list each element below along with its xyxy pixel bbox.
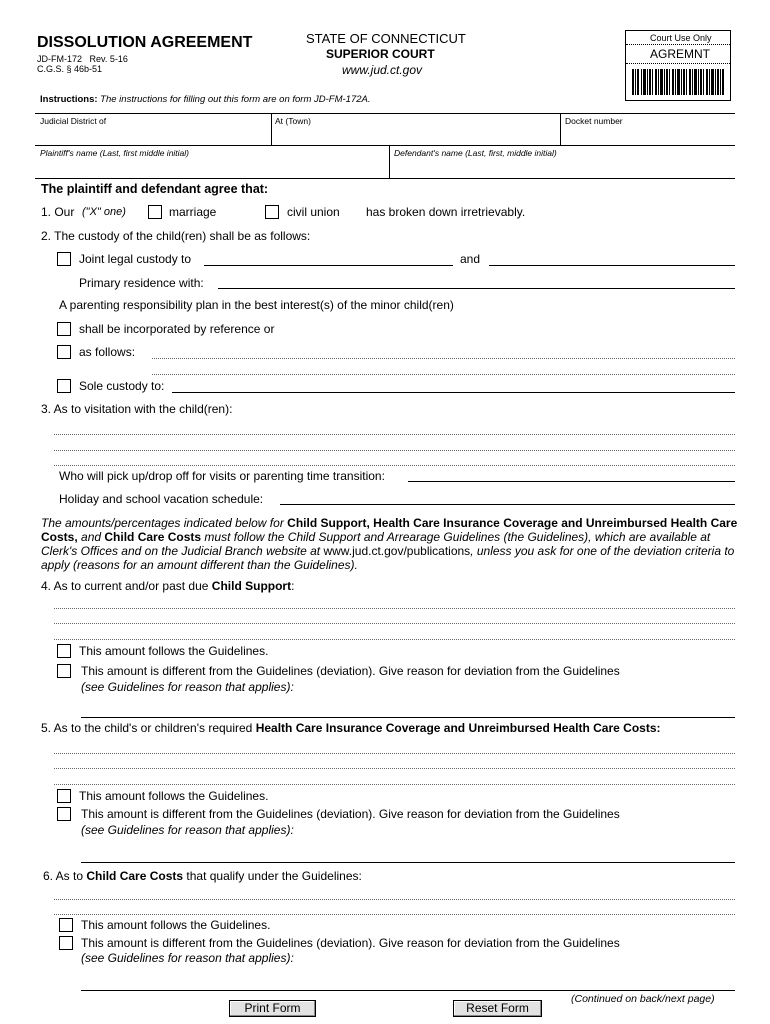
parenting-plan-label: A parenting responsibility plan in the best interest(s) of the minor child(ren) [59,298,454,312]
health-care-deviation-label: This amount is different from the Guidelines (deviation). Give reason for deviation from the Guidelines [81,807,620,821]
form-title: DISSOLUTION AGREEMENT [37,34,253,51]
as-follows-line-2[interactable] [152,374,735,375]
court-use-divider-2 [626,63,730,64]
item-6-prefix: 6. As to [43,869,87,883]
as-follows-checkbox[interactable] [57,345,71,359]
defendant-name-label: Defendant's name (Last, first, middle initial) [394,148,557,158]
guidelines-text-3: must follow the Child Support and Arrearage Guidelines (the Guidelines), which are available at Clerk's Offices and on the Judicial Branch website at [41,530,711,558]
court-use-code: AGREMNT [650,47,710,61]
health-care-deviation-input[interactable] [81,849,735,863]
court-website: www.jud.ct.gov [342,63,423,77]
court-name: SUPERIOR COURT [326,47,435,61]
town-input[interactable] [275,127,557,143]
item-6-heading [43,870,362,882]
child-care-see-guidelines: (see Guidelines for reason that applies): [81,951,294,965]
sole-custody-checkbox[interactable] [57,379,71,393]
instructions-text: The instructions for filling out this form are on form JD-FM-172A. [100,94,371,105]
guidelines-text-1: The amounts/percentages indicated below for [41,516,288,530]
as-follows-label: as follows: [79,345,136,359]
child-support-deviation-input[interactable] [81,704,735,718]
health-care-deviation-checkbox[interactable] [57,807,71,821]
child-support-follows-checkbox[interactable] [57,644,71,658]
item-3-heading: 3. As to visitation with the child(ren): [41,402,233,416]
print-form-button[interactable]: Print Form [229,1000,316,1017]
child-care-deviation-label: This amount is different from the Guidelines (deviation). Give reason for deviation from the Guidelines [81,936,620,950]
item-4-suffix: : [291,579,295,593]
child-support-line-3[interactable] [54,639,735,640]
child-support-follows-label: This amount follows the Guidelines. [79,644,269,658]
incorporated-checkbox[interactable] [57,322,71,336]
instructions [40,95,371,105]
guidelines-text-4: , unless you ask for one of the deviation criteria to apply (reasons for an amount different than the Guidelines). [41,544,735,572]
holiday-label: Holiday and school vacation schedule: [59,492,264,506]
primary-residence-label: Primary residence with: [79,276,204,290]
guidelines-bold-1: Child Support, Health Care Insurance Coverage and Unreimbursed Health Care Costs, [41,516,738,544]
guidelines-url: www.jud.ct.gov/publications [323,544,471,558]
grid-col-divider-2 [560,114,561,145]
case-info-grid [35,113,735,179]
state-name: STATE OF CONNECTICUT [306,31,466,46]
guidelines-paragraph [41,516,741,572]
guidelines-bold-2: Child Care Costs [104,530,202,544]
statute-reference: C.G.S. § 46b-51 [37,64,103,74]
agreement-heading: The plaintiff and defendant agree that: [41,182,269,196]
child-support-deviation-label: This amount is different from the Guidelines (deviation). Give reason for deviation from the Guidelines [81,664,620,678]
form-code: JD-FM-172 [37,54,83,64]
primary-residence-input[interactable] [218,275,735,289]
item-5-prefix: 5. As to the child's or children's required [41,721,256,735]
visitation-line-3[interactable] [54,465,735,466]
docket-number-label: Docket number [565,116,623,126]
item-2-heading: 2. The custody of the child(ren) shall be as follows: [41,229,311,243]
sole-custody-label: Sole custody to: [79,379,165,393]
item-4-prefix: 4. As to current and/or past due [41,579,212,593]
grid-row-divider [35,145,735,146]
child-care-line-2[interactable] [54,914,735,915]
child-care-deviation-input[interactable] [81,977,735,991]
visitation-line-2[interactable] [54,450,735,451]
item-5-bold: Health Care Insurance Coverage and Unreimbursed Health Care Costs: [255,721,661,735]
joint-custody-and: and [460,252,481,266]
marriage-label: marriage [169,205,217,219]
pickup-input[interactable] [408,468,735,482]
item-1-suffix: has broken down irretrievably. [366,205,526,219]
instructions-label: Instructions: [40,94,98,105]
form-number [37,55,128,64]
child-care-deviation-checkbox[interactable] [59,936,73,950]
joint-custody-label: Joint legal custody to [79,252,192,266]
item-6-bold: Child Care Costs [86,869,184,883]
court-use-divider [626,44,730,45]
child-support-see-guidelines: (see Guidelines for reason that applies): [81,680,294,694]
item-1-prefix: 1. Our [41,205,75,219]
civil-union-label: civil union [287,205,340,219]
grid-col-divider-1 [271,114,272,145]
sole-custody-input[interactable] [172,379,735,393]
child-support-deviation-checkbox[interactable] [57,664,71,678]
reset-form-button[interactable]: Reset Form [453,1000,542,1017]
health-care-line-2[interactable] [54,768,735,769]
docket-number-input[interactable] [565,127,731,143]
marriage-checkbox[interactable] [148,205,162,219]
health-care-follows-checkbox[interactable] [57,789,71,803]
grid-col-divider-3 [389,145,390,179]
plaintiff-name-input[interactable] [39,160,385,177]
court-use-label: Court Use Only [650,33,712,43]
continued-note: (Continued on back/next page) [571,993,715,1005]
plaintiff-name-label: Plaintiff's name (Last, first middle initial) [40,148,190,158]
health-care-line-3[interactable] [54,784,735,785]
health-care-follows-label: This amount follows the Guidelines. [79,789,269,803]
town-label-text: At (Town) [275,116,311,126]
item-6-suffix: that qualify under the Guidelines: [183,869,362,883]
joint-custody-party-2-input[interactable] [489,252,735,266]
guidelines-text-2: and [77,530,105,544]
court-use-box [625,30,731,101]
town-label [275,117,311,126]
judicial-district-input[interactable] [39,127,267,143]
judicial-district-label: Judicial District of [40,116,107,126]
joint-custody-party-1-input[interactable] [204,252,453,266]
form-revision: Rev. 5-16 [89,54,128,64]
civil-union-checkbox[interactable] [265,205,279,219]
holiday-input[interactable] [280,491,735,505]
as-follows-line-1[interactable] [152,358,735,359]
child-support-line-1[interactable] [54,608,735,609]
incorporated-label: shall be incorporated by reference or [79,322,275,336]
health-care-line-1[interactable] [54,753,735,754]
barcode-icon [632,69,724,95]
joint-custody-checkbox[interactable] [57,252,71,266]
child-care-follows-label: This amount follows the Guidelines. [81,918,271,932]
defendant-name-input[interactable] [393,160,731,177]
visitation-line-1[interactable] [54,434,735,435]
pickup-label: Who will pick up/drop off for visits or parenting time transition: [59,469,385,483]
item-4-bold: Child Support [211,579,292,593]
child-care-line-1[interactable] [54,899,735,900]
item-1-hint: ("X" one) [82,206,126,218]
child-support-line-2[interactable] [54,623,735,624]
child-care-follows-checkbox[interactable] [59,918,73,932]
item-4-heading [41,580,294,592]
health-care-see-guidelines: (see Guidelines for reason that applies): [81,823,294,837]
item-5-heading [41,722,661,734]
